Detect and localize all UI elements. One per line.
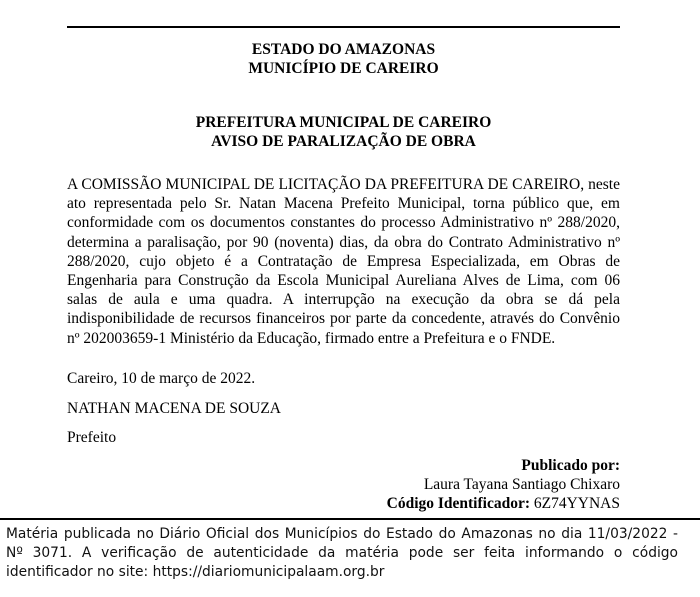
document-header xyxy=(67,40,620,78)
identifier-code-label: Código Identificador: xyxy=(386,495,530,512)
top-rule xyxy=(67,26,620,28)
footer-publication-note: Matéria publicada no Diário Oficial dos Municípios do Estado do Amazonas no dia 11/03/2022 - Nº 3071. A verificação de autenticidade da matéria pode ser feita informando o código identificador no site: https://diariomunicipalaam.org.br xyxy=(6,526,678,580)
signatory-name: NATHAN MACENA DE SOUZA xyxy=(67,400,281,417)
identifier-code-line xyxy=(67,494,620,513)
notice-body-paragraph: A COMISSÃO MUNICIPAL DE LICITAÇÃO DA PREFEITURA DE CAREIRO, neste ato representada pelo Sr. Natan Macena Prefeito Municipal, torna público que, em conformidade com os documentos constantes do processo Administrativo nº 288/2020, determina a paralisação, por 90 (noventa) dias, da obra do Contrato Administrativo nº 288/2020, cujo objeto é a Contratação de Empresa Especializada, em Obras de Engenharia para Construção da Escola Municipal Aureliana Alves de Lima, com 06 salas de aula e uma quadra. A interrupção na execução da obra se dá pela indisponibilidade de recursos financeiros por parte da concedente, através do Convênio nº 202003659-1 Ministério da Educação, firmado entre a Prefeitura e o FNDE. xyxy=(67,176,620,347)
notice-title xyxy=(67,113,620,151)
identifier-code-value: 6Z74YYNAS xyxy=(533,495,620,512)
municipality-name: MUNICÍPIO DE CAREIRO xyxy=(248,60,439,77)
published-by-label: Publicado por: xyxy=(521,457,620,474)
publication-block xyxy=(67,456,620,513)
state-name: ESTADO DO AMAZONAS xyxy=(251,41,436,58)
footer-rule xyxy=(0,518,700,520)
notice-heading: AVISO DE PARALIZAÇÃO DE OBRA xyxy=(211,133,476,150)
prefecture-name: PREFEITURA MUNICIPAL DE CAREIRO xyxy=(195,114,492,131)
signatory-role: Prefeito xyxy=(67,429,117,446)
date-line: Careiro, 10 de março de 2022. xyxy=(67,370,256,387)
publisher-name: Laura Tayana Santiago Chixaro xyxy=(423,476,620,493)
